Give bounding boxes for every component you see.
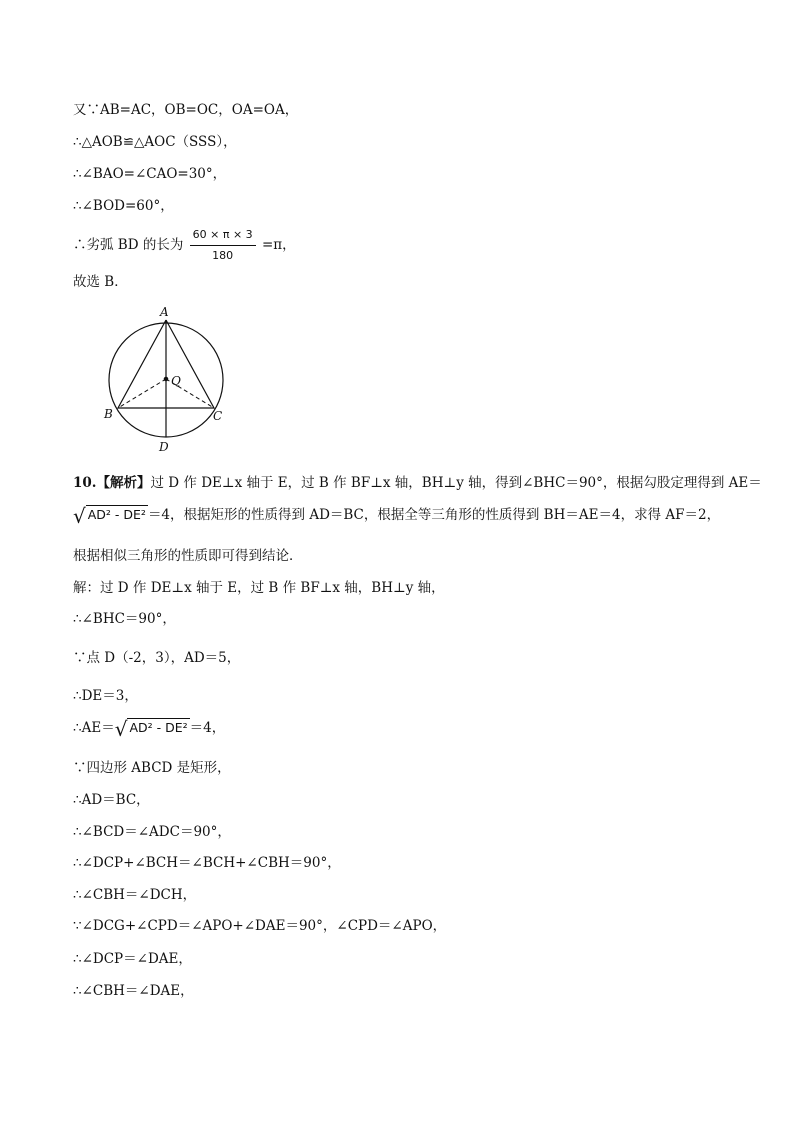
text-line-with-sqrt bbox=[73, 718, 225, 739]
text-line: ∴∠BAO=∠CAO=30°， bbox=[73, 166, 227, 182]
text-line: 解：过 D 作 DE⊥x 轴于 E，过 B 作 BF⊥x 轴，BH⊥y 轴， bbox=[73, 580, 445, 596]
fraction bbox=[190, 226, 256, 265]
text-line: ∵点 D（-2，3），AD＝5， bbox=[73, 650, 241, 666]
question-number: 10.【解析】 bbox=[73, 475, 151, 491]
solution-text: ∴AE＝ bbox=[73, 719, 115, 736]
text-line: 又∵AB=AC，OB=OC，OA=OA， bbox=[73, 102, 299, 118]
text-line: ∴∠CBH＝∠DAE， bbox=[73, 983, 194, 999]
fraction-numerator: 60 × π × 3 bbox=[190, 226, 256, 246]
square-root: √ AD² - DE² bbox=[73, 503, 146, 528]
solution-text: ＝4， bbox=[189, 719, 226, 736]
label-b: B bbox=[104, 407, 113, 421]
text-line: ∵∠DCG+∠CPD＝∠APO+∠DAE＝90°，∠CPD＝∠APO， bbox=[73, 918, 447, 934]
analysis-text: ＝4，根据矩形的性质得到 AD＝BC，根据全等三角形的性质得到 BH＝AE＝4，求得 AF＝2， bbox=[147, 506, 721, 523]
square-root: √ AD² - DE² bbox=[114, 716, 188, 741]
arc-length-result: =π， bbox=[261, 237, 296, 253]
text-line: ∴DE＝3， bbox=[73, 688, 138, 704]
center-point bbox=[164, 377, 169, 382]
question-10-analysis bbox=[73, 474, 762, 492]
text-line: ∴∠DCP＝∠DAE， bbox=[73, 951, 192, 967]
label-q: Q bbox=[171, 374, 181, 388]
text-line: ∴∠BOD=60°， bbox=[73, 198, 174, 214]
fraction-denominator: 180 bbox=[212, 249, 234, 262]
text-line: ∴∠BCD＝∠ADC＝90°， bbox=[73, 824, 231, 840]
text-line: ∴∠BHC＝90°， bbox=[73, 611, 176, 627]
text-line: ∴∠DCP+∠BCH＝∠BCH+∠CBH＝90°， bbox=[73, 855, 341, 871]
text-line: ∴△AOB≌△AOC（SSS）， bbox=[73, 134, 237, 150]
sqrt-argument: AD² - DE² bbox=[87, 507, 146, 522]
circle-triangle-figure bbox=[96, 300, 246, 460]
dashed-ob bbox=[118, 379, 166, 408]
text-line: 故选 B． bbox=[73, 274, 128, 290]
label-c: C bbox=[213, 409, 223, 423]
arc-length-label: ∴劣弧 BD 的长为 bbox=[73, 237, 184, 253]
text-line: 根据相似三角形的性质即可得到结论． bbox=[73, 548, 303, 564]
label-a: A bbox=[160, 305, 169, 319]
text-line-with-fraction bbox=[73, 226, 296, 265]
label-d: D bbox=[159, 440, 169, 454]
text-line: ∴AD＝BC， bbox=[73, 792, 150, 808]
analysis-text: 过 D 作 DE⊥x 轴于 E，过 B 作 BF⊥x 轴，BH⊥y 轴，得到∠BHC＝90°，根据勾股定理得到 AE＝ bbox=[150, 475, 762, 491]
text-line: ∵四边形 ABCD 是矩形， bbox=[73, 760, 231, 776]
text-line-with-sqrt bbox=[73, 505, 720, 526]
text-line: ∴∠CBH＝∠DCH， bbox=[73, 887, 197, 903]
sqrt-argument: AD² - DE² bbox=[129, 720, 188, 735]
